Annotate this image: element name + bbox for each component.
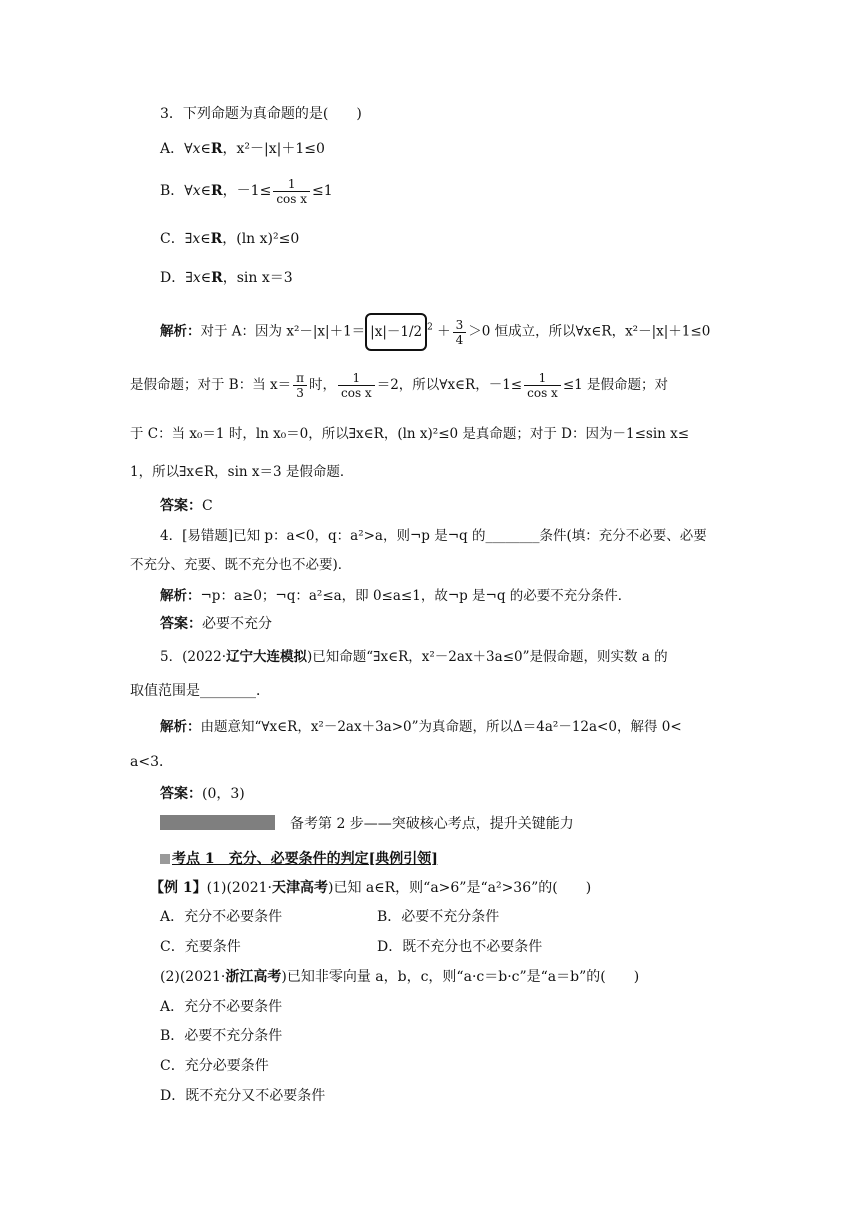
section-step-title: 备考第 2 步——突破核心考点，提升关键能力	[290, 816, 574, 832]
q3-solution-line-2: 是假命题；对于 B：当 x＝ $\frac{\pi}{3}$ 时， $\frac{1}{\text{cos x}}$ ＝2，所以∀x∈R，－1≤ $\frac{1}{\text{cos x}}$ ≤1 是假命题；对	[130, 371, 669, 400]
q3-option-a: A．∀x∈R，x²－|x|＋1≤0	[160, 141, 325, 157]
section-bar	[160, 815, 275, 830]
fraction: $\frac{1}{\text{cos x}}$	[273, 177, 310, 206]
example-2-option-b: B．必要不充分条件	[160, 1028, 283, 1044]
q5-answer: 答案：(0，3)	[160, 786, 245, 802]
q5-stem-line-2: 取值范围是________．	[130, 683, 270, 699]
q4-stem-line-1: 4．[易错题]已知 p：a<0，q：a²>a，则¬p 是¬q 的________条件(填：充分不必要、必要	[160, 528, 707, 544]
fraction: $\frac{\pi}{3}$	[293, 371, 307, 400]
fraction: $\frac{1}{\text{cos x}}$	[524, 371, 561, 400]
fraction: $\frac{3}{4}$	[453, 318, 467, 347]
example-2-option-c: C．充分必要条件	[160, 1058, 269, 1074]
q3-solution-line-1: 解析：对于 A：因为 x²－|x|＋1＝ |x|－1/2 $^2$ ＋ $\frac{3}{4}$ ＞0 恒成立，所以∀x∈R，x²－|x|＋1≤0	[160, 313, 710, 351]
kaodian-heading: 考点 1 充分、必要条件的判定[典例引领]	[160, 849, 438, 869]
q5-solution-line-1: 解析：由题意知“∀x∈R，x²－2ax＋3a>0”为真命题，所以Δ＝4a²－12a<0，解得 0<	[160, 719, 682, 735]
example-2-option-d: D．既不充分又不必要条件	[160, 1088, 326, 1104]
example-part-1-stem: 【例 1】(1)(2021·天津高考)已知 a∈R，则“a>6”是“a²>36”的( )	[150, 880, 592, 896]
q4-stem-line-2: 不充分、充要、既不充分也不必要)．	[130, 557, 352, 573]
q4-answer: 答案：必要不充分	[160, 616, 272, 632]
fraction: $\frac{1}{\text{cos x}}$	[338, 371, 375, 400]
q3-option-d: D．∃x∈R，sin x＝3	[160, 270, 293, 286]
q5-stem-line-1: 5．(2022·辽宁大连模拟)已知命题“∃x∈R，x²－2ax＋3a≤0”是假命题，则实数 a 的	[160, 649, 668, 665]
square-bullet-icon	[160, 854, 170, 864]
q3-solution-line-3: 于 C：当 x₀＝1 时，ln x₀＝0，所以∃x∈R，(ln x)²≤0 是真命题；对于 D：因为－1≤sin x≤	[130, 426, 690, 442]
q3-option-b: B．∀x∈R，－1≤ $\frac{1}{\text{cos x}}$ ≤1	[160, 176, 333, 206]
q3-answer: 答案：C	[160, 498, 213, 514]
q3-stem: 3．下列命题为真命题的是( )	[160, 106, 362, 122]
q5-solution-line-2: a<3．	[130, 754, 173, 770]
example-part-2-stem: (2)(2021·浙江高考)已知非零向量 a，b，c，则“a·c＝b·c”是“a＝b”的( )	[160, 969, 640, 985]
q3-option-c: C．∃x∈R，(ln x)²≤0	[160, 231, 300, 247]
example-1-option-d: D．既不充分也不必要条件	[377, 939, 543, 955]
example-1-option-c: C．充要条件	[160, 939, 241, 955]
example-1-option-a: A．充分不必要条件	[160, 909, 283, 925]
q3-solution-line-4: 1，所以∃x∈R，sin x＝3 是假命题．	[130, 464, 354, 480]
q4-solution: 解析：¬p：a≥0；¬q：a²≤a，即 0≤a≤1，故¬p 是¬q 的必要不充分条件．	[160, 588, 632, 604]
paren-expression: |x|－1/2	[365, 313, 427, 351]
example-1-option-b: B．必要不充分条件	[377, 909, 500, 925]
example-2-option-a: A．充分不必要条件	[160, 999, 283, 1015]
